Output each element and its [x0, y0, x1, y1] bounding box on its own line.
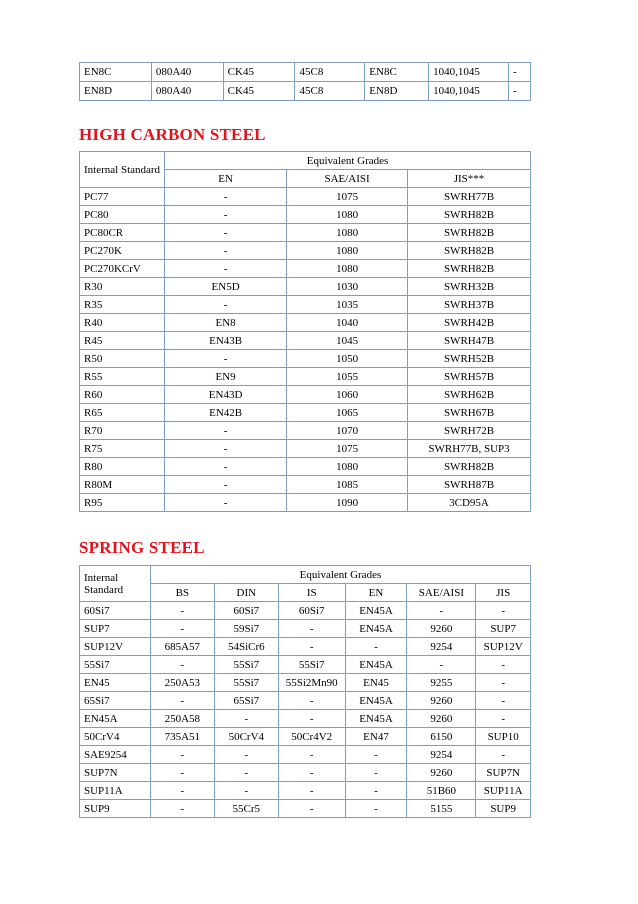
table-cell: - [345, 800, 407, 818]
table-row [80, 620, 531, 638]
table-row [80, 350, 531, 368]
table-cell: R60 [80, 386, 165, 404]
table-cell: - [165, 350, 287, 368]
table-cell: 1045 [287, 332, 408, 350]
table-row [80, 63, 531, 82]
table-cell: - [407, 602, 476, 620]
table-cell: R80 [80, 458, 165, 476]
table-cell: 55Si7 [278, 656, 345, 674]
table-cell: SUP7N [80, 764, 151, 782]
table-cell: SUP12V [80, 638, 151, 656]
table-cell: - [214, 746, 278, 764]
table-cell: 1070 [287, 422, 408, 440]
table-cell: EN45A [80, 710, 151, 728]
col-header-jis: JIS [476, 584, 531, 602]
table-cell: R35 [80, 296, 165, 314]
table-cell: EN45 [80, 674, 151, 692]
table-cell: PC80CR [80, 224, 165, 242]
table-cell: - [150, 692, 214, 710]
table-cell: - [165, 242, 287, 260]
table-cell: SWRH67B [408, 404, 531, 422]
table-cell: EN45A [345, 692, 407, 710]
table-cell: 59Si7 [214, 620, 278, 638]
table-cell: 3CD95A [408, 494, 531, 512]
table-row [80, 386, 531, 404]
table-cell: CK45 [223, 63, 295, 82]
table-row [80, 458, 531, 476]
table-cell: - [476, 692, 531, 710]
col-header-en: EN [345, 584, 407, 602]
table-cell: - [165, 260, 287, 278]
table-cell: SWRH77B, SUP3 [408, 440, 531, 458]
table-cell: EN9 [165, 368, 287, 386]
table-cell: SWRH47B [408, 332, 531, 350]
table-cell: 9254 [407, 638, 476, 656]
table-cell: 65Si7 [80, 692, 151, 710]
table-cell: - [150, 746, 214, 764]
equivalent-grades-header: Equivalent Grades [165, 152, 531, 170]
spring-steel-table [79, 565, 531, 818]
table-cell: 1090 [287, 494, 408, 512]
table-cell: R30 [80, 278, 165, 296]
table-cell: - [214, 764, 278, 782]
table-row [80, 728, 531, 746]
table-cell: SWRH42B [408, 314, 531, 332]
table-cell: 1040,1045 [429, 63, 509, 82]
table-header-row [80, 152, 531, 170]
table-cell: R75 [80, 440, 165, 458]
table-cell: PC80 [80, 206, 165, 224]
table-cell: - [165, 296, 287, 314]
table-row [80, 656, 531, 674]
table-row [80, 440, 531, 458]
table-row [80, 404, 531, 422]
table-cell: SWRH82B [408, 206, 531, 224]
table-row [80, 674, 531, 692]
table-cell: SUP10 [476, 728, 531, 746]
table-cell: 50CrV4 [214, 728, 278, 746]
table-cell: EN43B [165, 332, 287, 350]
table-cell: 1040 [287, 314, 408, 332]
table-cell: 1065 [287, 404, 408, 422]
table-cell: SWRH32B [408, 278, 531, 296]
table-cell: - [150, 800, 214, 818]
table-cell: 1080 [287, 260, 408, 278]
table-cell: SUP7N [476, 764, 531, 782]
table-cell: R45 [80, 332, 165, 350]
table-cell: EN8 [165, 314, 287, 332]
table-cell: SWRH62B [408, 386, 531, 404]
table-cell: - [476, 656, 531, 674]
table-cell: 45C8 [295, 82, 365, 101]
table-cell: 1050 [287, 350, 408, 368]
top-equivalents-table [79, 62, 531, 101]
table-cell: 1085 [287, 476, 408, 494]
table-cell: 5155 [407, 800, 476, 818]
table-cell: 1060 [287, 386, 408, 404]
table-cell: EN45A [345, 620, 407, 638]
table-cell: 55Si7 [80, 656, 151, 674]
table-cell: - [345, 764, 407, 782]
table-cell: SUP7 [476, 620, 531, 638]
internal-standard-header [80, 566, 151, 602]
table-row [80, 476, 531, 494]
table-cell: SWRH82B [408, 242, 531, 260]
table-row [80, 800, 531, 818]
internal-header-line2: Standard [84, 583, 124, 596]
table-cell: 1080 [287, 206, 408, 224]
table-cell: - [278, 710, 345, 728]
table-row [80, 206, 531, 224]
table-cell: SWRH37B [408, 296, 531, 314]
table-cell: SUP9 [80, 800, 151, 818]
table-cell: 55Cr5 [214, 800, 278, 818]
table-cell: 685A57 [150, 638, 214, 656]
table-row [80, 368, 531, 386]
table-cell: - [509, 63, 531, 82]
table-cell: 9260 [407, 620, 476, 638]
table-cell: 60Si7 [80, 602, 151, 620]
table-cell: 45C8 [295, 63, 365, 82]
table-cell: EN8C [365, 63, 429, 82]
table-cell: SUP9 [476, 800, 531, 818]
table-cell: EN45A [345, 656, 407, 674]
table-cell: - [150, 602, 214, 620]
table-cell: 55Si7 [214, 674, 278, 692]
table-cell: SWRH57B [408, 368, 531, 386]
high-carbon-steel-table [79, 151, 531, 512]
table-cell: 080A40 [151, 82, 223, 101]
table-cell: EN47 [345, 728, 407, 746]
table-cell: SWRH87B [408, 476, 531, 494]
table-cell: 1040,1045 [429, 82, 509, 101]
table-cell: EN43D [165, 386, 287, 404]
table-cell: - [165, 224, 287, 242]
table-row [80, 242, 531, 260]
equivalent-grades-header: Equivalent Grades [150, 566, 530, 584]
table-cell: 9260 [407, 764, 476, 782]
table-cell: 1080 [287, 224, 408, 242]
table-cell: EN42B [165, 404, 287, 422]
table-cell: 1080 [287, 242, 408, 260]
table-cell: - [150, 656, 214, 674]
table-cell: R80M [80, 476, 165, 494]
table-cell: R40 [80, 314, 165, 332]
table-row [80, 188, 531, 206]
table-cell: - [345, 638, 407, 656]
table-cell: - [278, 800, 345, 818]
table-cell: 1030 [287, 278, 408, 296]
table-row [80, 782, 531, 800]
table-cell: PC77 [80, 188, 165, 206]
col-header-bs: BS [150, 584, 214, 602]
table-cell: 60Si7 [214, 602, 278, 620]
table-cell: R70 [80, 422, 165, 440]
table-row [80, 278, 531, 296]
table-cell: 55Si7 [214, 656, 278, 674]
table-cell: 250A53 [150, 674, 214, 692]
table-cell: SWRH72B [408, 422, 531, 440]
table-cell: 9260 [407, 710, 476, 728]
table-cell: - [214, 782, 278, 800]
col-header-sae-aisi: SAE/AISI [287, 170, 408, 188]
table-row [80, 494, 531, 512]
table-cell: - [476, 674, 531, 692]
col-header-is: IS [278, 584, 345, 602]
table-row [80, 764, 531, 782]
table-cell: 50CrV4 [80, 728, 151, 746]
table-cell: - [165, 440, 287, 458]
table-cell: 1035 [287, 296, 408, 314]
table-row [80, 224, 531, 242]
table-cell: SWRH82B [408, 458, 531, 476]
table-row [80, 314, 531, 332]
table-cell: - [165, 476, 287, 494]
table-cell: PC270K [80, 242, 165, 260]
table-cell: - [214, 710, 278, 728]
table-cell: 51B60 [407, 782, 476, 800]
table-cell: - [345, 782, 407, 800]
table-cell: - [278, 782, 345, 800]
spring-steel-heading: SPRING STEEL [79, 538, 205, 557]
table-cell: - [165, 494, 287, 512]
table-cell: - [165, 206, 287, 224]
table-row [80, 296, 531, 314]
table-row [80, 422, 531, 440]
table-cell: SWRH77B [408, 188, 531, 206]
table-cell: - [278, 620, 345, 638]
table-cell: R55 [80, 368, 165, 386]
table-cell: EN5D [165, 278, 287, 296]
table-row [80, 260, 531, 278]
table-cell: - [150, 782, 214, 800]
table-cell: - [476, 710, 531, 728]
table-cell: 50Cr4V2 [278, 728, 345, 746]
table-cell: R50 [80, 350, 165, 368]
table-cell: CK45 [223, 82, 295, 101]
table-cell: - [278, 746, 345, 764]
table-cell: SAE9254 [80, 746, 151, 764]
table-cell: - [278, 692, 345, 710]
table-cell: 9254 [407, 746, 476, 764]
table-cell: EN8C [80, 63, 152, 82]
table-cell: - [150, 764, 214, 782]
table-cell: - [165, 422, 287, 440]
table-cell: - [278, 764, 345, 782]
table-cell: R95 [80, 494, 165, 512]
internal-header-line1: Internal [84, 571, 119, 584]
table-cell: 1075 [287, 188, 408, 206]
internal-standard-header: Internal Standard [80, 152, 165, 188]
table-cell: - [476, 602, 531, 620]
table-cell: 54SiCr6 [214, 638, 278, 656]
table-cell: SUP7 [80, 620, 151, 638]
table-row [80, 332, 531, 350]
table-cell: - [165, 458, 287, 476]
col-header-en: EN [165, 170, 287, 188]
table-cell: 9255 [407, 674, 476, 692]
table-cell: - [345, 746, 407, 764]
table-cell: 735A51 [150, 728, 214, 746]
table-row [80, 710, 531, 728]
table-cell: SUP12V [476, 638, 531, 656]
table-cell: - [278, 638, 345, 656]
table-row [80, 638, 531, 656]
table-cell: 9260 [407, 692, 476, 710]
table-cell: SUP11A [476, 782, 531, 800]
table-row [80, 82, 531, 101]
table-cell: EN8D [365, 82, 429, 101]
table-row [80, 692, 531, 710]
table-cell: SWRH82B [408, 224, 531, 242]
high-carbon-steel-heading: HIGH CARBON STEEL [79, 125, 266, 144]
table-cell: - [150, 620, 214, 638]
table-cell: - [407, 656, 476, 674]
col-header-sae-aisi: SAE/AISI [407, 584, 476, 602]
table-cell: EN45 [345, 674, 407, 692]
table-cell: PC270KCrV [80, 260, 165, 278]
table-cell: R65 [80, 404, 165, 422]
table-row [80, 746, 531, 764]
col-header-jis: JIS*** [408, 170, 531, 188]
table-cell: SWRH82B [408, 260, 531, 278]
table-cell: EN45A [345, 602, 407, 620]
table-cell: SWRH52B [408, 350, 531, 368]
table-cell: 60Si7 [278, 602, 345, 620]
table-cell: - [509, 82, 531, 101]
table-cell: 55Si2Mn90 [278, 674, 345, 692]
table-cell: - [165, 188, 287, 206]
table-cell: EN8D [80, 82, 152, 101]
table-cell: 1080 [287, 458, 408, 476]
table-header-row [80, 566, 531, 584]
table-cell: 6150 [407, 728, 476, 746]
table-row [80, 602, 531, 620]
col-header-din: DIN [214, 584, 278, 602]
table-cell: 1055 [287, 368, 408, 386]
table-cell: 250A58 [150, 710, 214, 728]
table-cell: 1075 [287, 440, 408, 458]
table-cell: 080A40 [151, 63, 223, 82]
table-cell: EN45A [345, 710, 407, 728]
table-cell: 65Si7 [214, 692, 278, 710]
table-cell: SUP11A [80, 782, 151, 800]
table-cell: - [476, 746, 531, 764]
